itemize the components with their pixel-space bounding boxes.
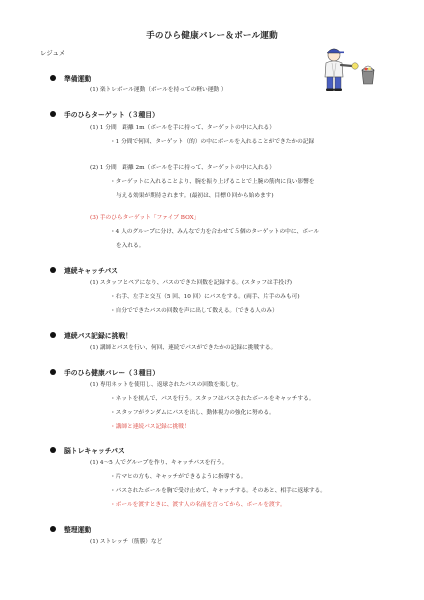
list-item: ・自分でできたパスの回数を声に出して数える。（できる人のみ） xyxy=(110,308,278,314)
list-item: ・ターゲットに入れることより、腕を振り上げることで上腕の筋肉に良い影響を xyxy=(110,179,315,185)
section-heading-cooldown xyxy=(50,524,91,534)
bullet-icon xyxy=(50,369,56,375)
list-item: (1) 1 分間 距離 1m（ボールを手に持って、ターゲットの中に入れる） xyxy=(90,125,275,131)
list-item: ・パスされたボールを胸で受け止めて、キャッチする。そのあと、相手に返球する。 xyxy=(110,488,326,494)
resume-label: レジュメ xyxy=(40,49,66,57)
section-heading-text: 整理運動 xyxy=(64,526,92,534)
section-heading-text: 連続キャッチパス xyxy=(64,267,118,275)
list-item: (1) スタッフとペアになり、パスのできた回数を記録する。(スタッフは手投げ) xyxy=(90,280,292,286)
section-heading-pass-record xyxy=(50,330,132,340)
bullet-icon xyxy=(50,447,56,453)
section-heading-text: 手のひらターゲット（３種目） xyxy=(64,111,159,119)
list-item: ・スタッフがランダムにパスを出し、動体視力の強化に努める。 xyxy=(110,410,275,416)
list-item: ・片マヒの方も、キャッチができるように指導する。 xyxy=(110,474,247,480)
list-item: (1) 専用ネットを使用し、返球されたパスの回数を楽しむ。 xyxy=(90,382,243,388)
section-heading-warmup xyxy=(50,73,91,83)
list-item: ・右手、左手と交互（5 回、10 回）にパスをする。(両手、片手のみも可) xyxy=(110,294,300,300)
list-item: (1) ストレッチ（筋膜）など xyxy=(90,539,163,545)
list-item: ・1 分間で何回、ターゲット（的）の中にボールを入れることができたかの記録 xyxy=(110,139,315,145)
section-heading-text: 連続パス記録に挑戦！ xyxy=(64,332,132,340)
section-heading-text: 準備運動 xyxy=(64,75,92,83)
section-heading-text: 手のひら健康バレー（３種目） xyxy=(64,369,160,377)
section-heading-palm-target xyxy=(50,109,159,119)
page-title: 手のひら健康バレー＆ボール運動 xyxy=(146,31,278,41)
list-item: を入れる。 xyxy=(116,243,145,249)
list-item: ・4 人のグループに分け、みんなで力を合わせて５個のターゲットの中に、ボール xyxy=(110,229,320,235)
list-item-highlight: ・講師と連続パス記録に挑戦！ xyxy=(110,424,190,430)
section-heading-catch-pass xyxy=(50,265,118,275)
list-item: (2) 1 分間 距離 2m（ボールを手に持って、ターゲットの中に入れる） xyxy=(90,165,275,171)
bullet-icon xyxy=(50,111,56,117)
list-item-highlight: ・ボールを渡すときに、渡す人の名前を言ってから、ボールを渡す。 xyxy=(110,502,286,508)
person-with-ball-and-bucket-illustration xyxy=(312,43,382,93)
list-item: (1) 楽トレボール運動（ボールを持っての軽い運動 ） xyxy=(90,87,227,93)
list-item: (1) 4～5 人でグループを作り、キャッチパスを行う。 xyxy=(90,460,228,466)
section-heading-text: 脳トレキャッチパス xyxy=(64,447,125,455)
bullet-icon xyxy=(50,526,56,532)
list-item: (1) 講師とパスを行い、何回、連続でパスができたかの記録に挑戦する。 xyxy=(90,345,277,351)
list-item: 与える効果が期待されます。(最初は、目標０回から始めます) xyxy=(116,193,274,199)
bullet-icon xyxy=(50,267,56,273)
section-heading-palm-volley xyxy=(50,367,159,377)
list-item-highlight: (3) 手のひらターゲット「ファイブ BOX」 xyxy=(90,215,200,221)
list-item: ・ネットを挟んで、パスを行う。スタッフはパスされたボールをキャッチする。 xyxy=(110,396,315,402)
bullet-icon xyxy=(50,332,56,338)
section-heading-brain-catch-pass xyxy=(50,445,125,455)
bullet-icon xyxy=(50,75,56,81)
